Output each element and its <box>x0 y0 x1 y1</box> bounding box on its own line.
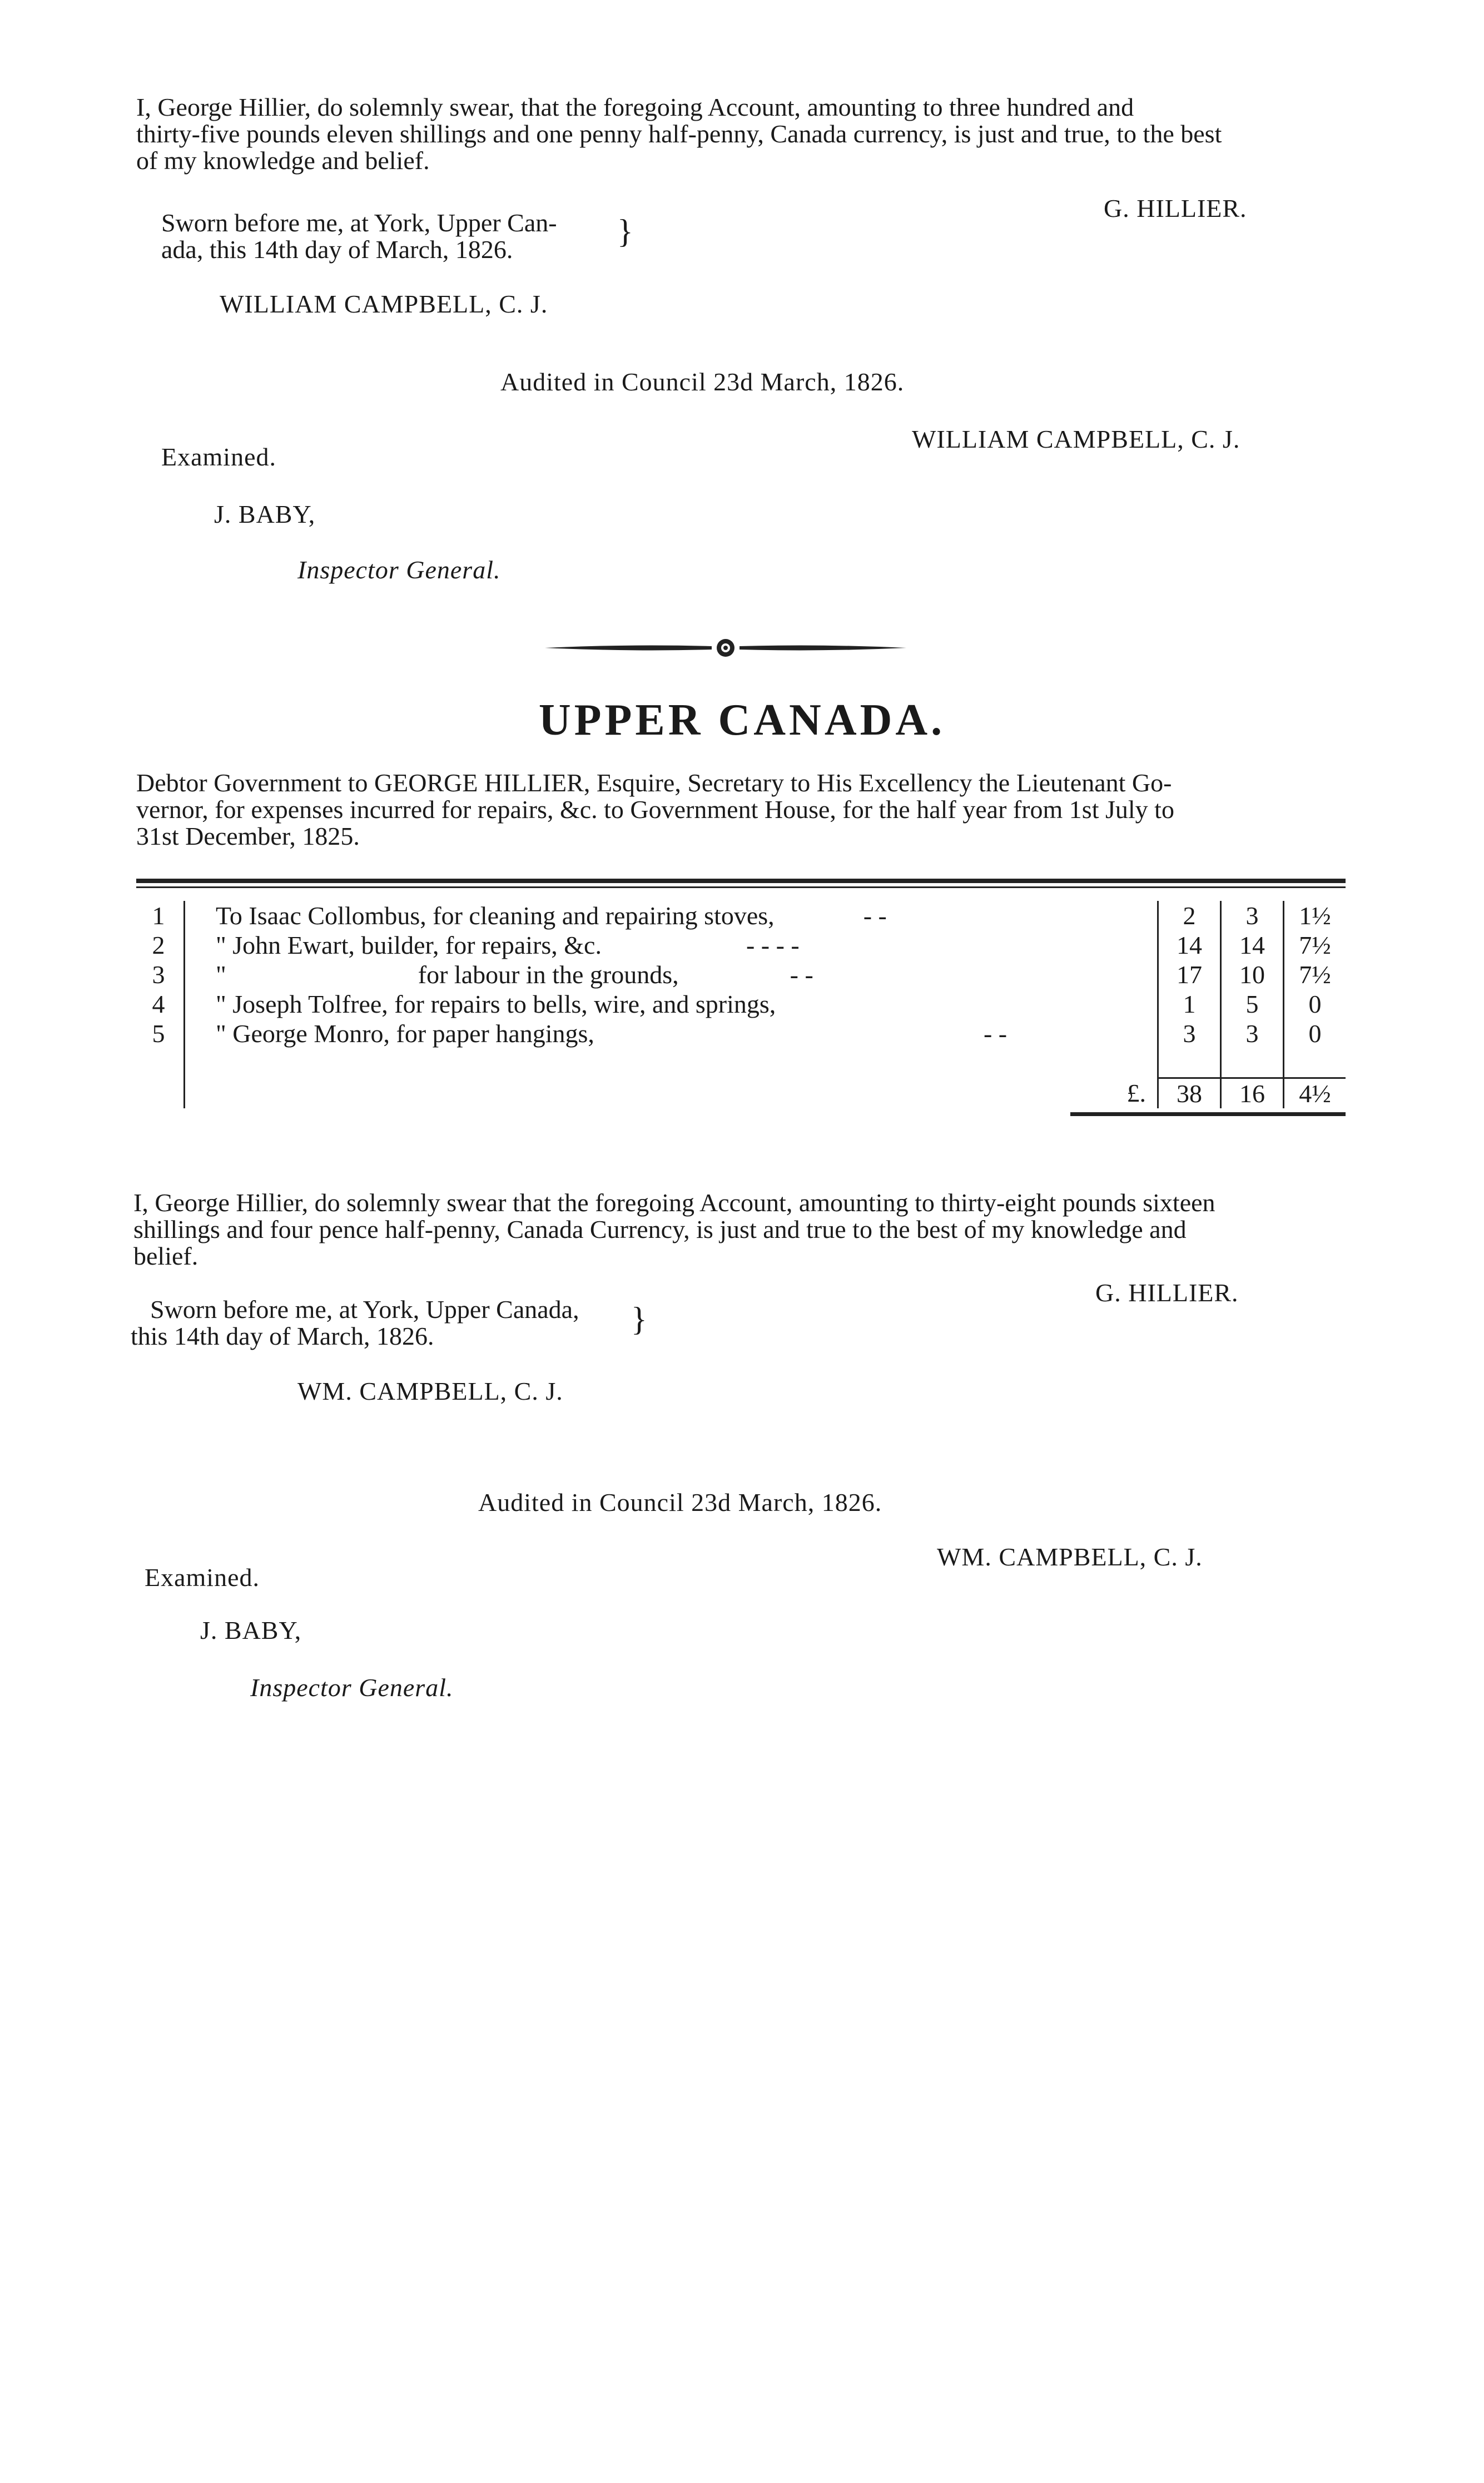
row-number: 2 <box>133 930 185 960</box>
intro-line2: vernor, for expenses incurred for repairs, &c. to Government House, for the half year from 1st July to <box>136 795 1174 824</box>
row-shillings: 3 <box>1221 1019 1284 1048</box>
second-inspector-name: J. BABY, <box>200 1616 302 1644</box>
total-number-empty <box>133 1078 185 1109</box>
intro-paragraph <box>136 770 1354 849</box>
row-description-text: " Joseph Tolfree, for repairs to bells, wire, and springs, <box>216 990 776 1018</box>
first-judge: WILLIAM CAMPBELL, C. J. <box>220 290 548 318</box>
row-shillings: 14 <box>1221 930 1284 960</box>
row-pence: 7½ <box>1284 960 1346 989</box>
second-sworn <box>131 1297 579 1349</box>
second-judge: WM. CAMPBELL, C. J. <box>297 1377 563 1405</box>
first-sworn-brace: } <box>617 213 633 250</box>
total-symbol: £. <box>1126 1079 1146 1108</box>
row-shillings: 3 <box>1221 901 1284 930</box>
first-oath-line2: thirty-five pounds eleven shillings and one penny half-penny, Canada currency, is just and true, to the best <box>136 120 1222 148</box>
first-oath-line3: of my knowledge and belief. <box>136 146 430 175</box>
first-audited: Audited in Council 23d March, 1826. <box>500 368 905 396</box>
first-sworn <box>161 210 557 262</box>
section-title: UPPER CANADA. <box>538 696 946 745</box>
first-audit-signature: WILLIAM CAMPBELL, C. J. <box>912 425 1240 453</box>
table-spacer-row <box>133 1048 1346 1078</box>
first-inspector-name: J. BABY, <box>214 500 316 528</box>
first-examined: Examined. <box>161 443 276 471</box>
row-leader: - - - - <box>746 931 800 959</box>
row-leader: - - <box>790 960 813 989</box>
ornament-divider <box>545 634 906 662</box>
first-inspector-title: Inspector General. <box>297 556 501 584</box>
first-oath <box>136 95 1354 174</box>
row-pence: 7½ <box>1284 930 1346 960</box>
total-shillings: 16 <box>1221 1078 1284 1109</box>
second-sworn-line1: Sworn before me, at York, Upper Canada, <box>150 1295 579 1324</box>
row-number-empty <box>133 1048 185 1078</box>
total-row <box>133 1078 1346 1109</box>
row-description-text: " for labour in the grounds, <box>216 960 679 989</box>
row-description <box>185 901 1158 930</box>
first-signature: G. HILLIER. <box>1104 194 1247 222</box>
row-shillings: 5 <box>1221 989 1284 1019</box>
row-number: 1 <box>133 901 185 930</box>
account-table <box>133 901 1346 1108</box>
row-pence-empty <box>1284 1048 1346 1078</box>
row-number: 3 <box>133 960 185 989</box>
second-sworn-line2: this 14th day of March, 1826. <box>131 1322 434 1350</box>
second-oath-line3: belief. <box>133 1242 198 1270</box>
row-pounds: 1 <box>1158 989 1221 1019</box>
row-pounds: 14 <box>1158 930 1221 960</box>
row-number: 5 <box>133 1019 185 1048</box>
row-description <box>185 1019 1158 1048</box>
row-description <box>185 960 1158 989</box>
row-description <box>185 930 1158 960</box>
table-row <box>133 960 1346 989</box>
row-number: 4 <box>133 989 185 1019</box>
row-leader: - - <box>863 901 887 930</box>
intro-line3: 31st December, 1825. <box>136 822 360 850</box>
first-sworn-line1: Sworn before me, at York, Upper Can- <box>161 209 557 237</box>
second-inspector-title: Inspector General. <box>250 1673 454 1702</box>
table-top-rule-thin <box>136 886 1346 888</box>
row-description-text: " John Ewart, builder, for repairs, &c. <box>216 931 602 959</box>
second-oath-line2: shillings and four pence half-penny, Canada Currency, is just and true to the best of my knowledge and <box>133 1215 1187 1243</box>
row-pence: 0 <box>1284 989 1346 1019</box>
row-description-empty <box>185 1048 1158 1078</box>
second-sworn-brace: } <box>631 1301 647 1337</box>
row-pounds: 3 <box>1158 1019 1221 1048</box>
first-sworn-line2: ada, this 14th day of March, 1826. <box>161 235 513 264</box>
intro-line1: Debtor Government to GEORGE HILLIER, Esquire, Secretary to His Excellency the Lieutenant Go- <box>136 769 1172 797</box>
total-double-rule <box>1070 1112 1346 1116</box>
second-audit-signature: WM. CAMPBELL, C. J. <box>937 1543 1203 1571</box>
table-top-rule-thick <box>136 879 1346 883</box>
row-pence: 0 <box>1284 1019 1346 1048</box>
second-oath-line1: I, George Hillier, do solemnly swear that the foregoing Account, amounting to thirty-eight pounds sixteen <box>133 1188 1215 1217</box>
row-description <box>185 989 1158 1019</box>
table-row <box>133 989 1346 1019</box>
row-shillings-empty <box>1221 1048 1284 1078</box>
row-description-text: " George Monro, for paper hangings, <box>216 1019 594 1048</box>
second-audited: Audited in Council 23d March, 1826. <box>478 1488 882 1516</box>
table-row <box>133 1019 1346 1048</box>
row-description-text: To Isaac Collombus, for cleaning and repairing stoves, <box>216 901 775 930</box>
table-row <box>133 901 1346 930</box>
total-pence: 4½ <box>1284 1078 1346 1109</box>
second-signature: G. HILLIER. <box>1095 1278 1239 1307</box>
row-pounds-empty <box>1158 1048 1221 1078</box>
first-oath-line1: I, George Hillier, do solemnly swear, that the foregoing Account, amounting to three hundred and <box>136 93 1134 121</box>
second-oath <box>133 1190 1357 1269</box>
row-pounds: 17 <box>1158 960 1221 989</box>
row-pence: 1½ <box>1284 901 1346 930</box>
row-pounds: 2 <box>1158 901 1221 930</box>
row-leader: - - <box>983 1019 1007 1048</box>
row-shillings: 10 <box>1221 960 1284 989</box>
total-pounds: 38 <box>1158 1078 1221 1109</box>
table-row <box>133 930 1346 960</box>
second-examined: Examined. <box>145 1563 260 1592</box>
